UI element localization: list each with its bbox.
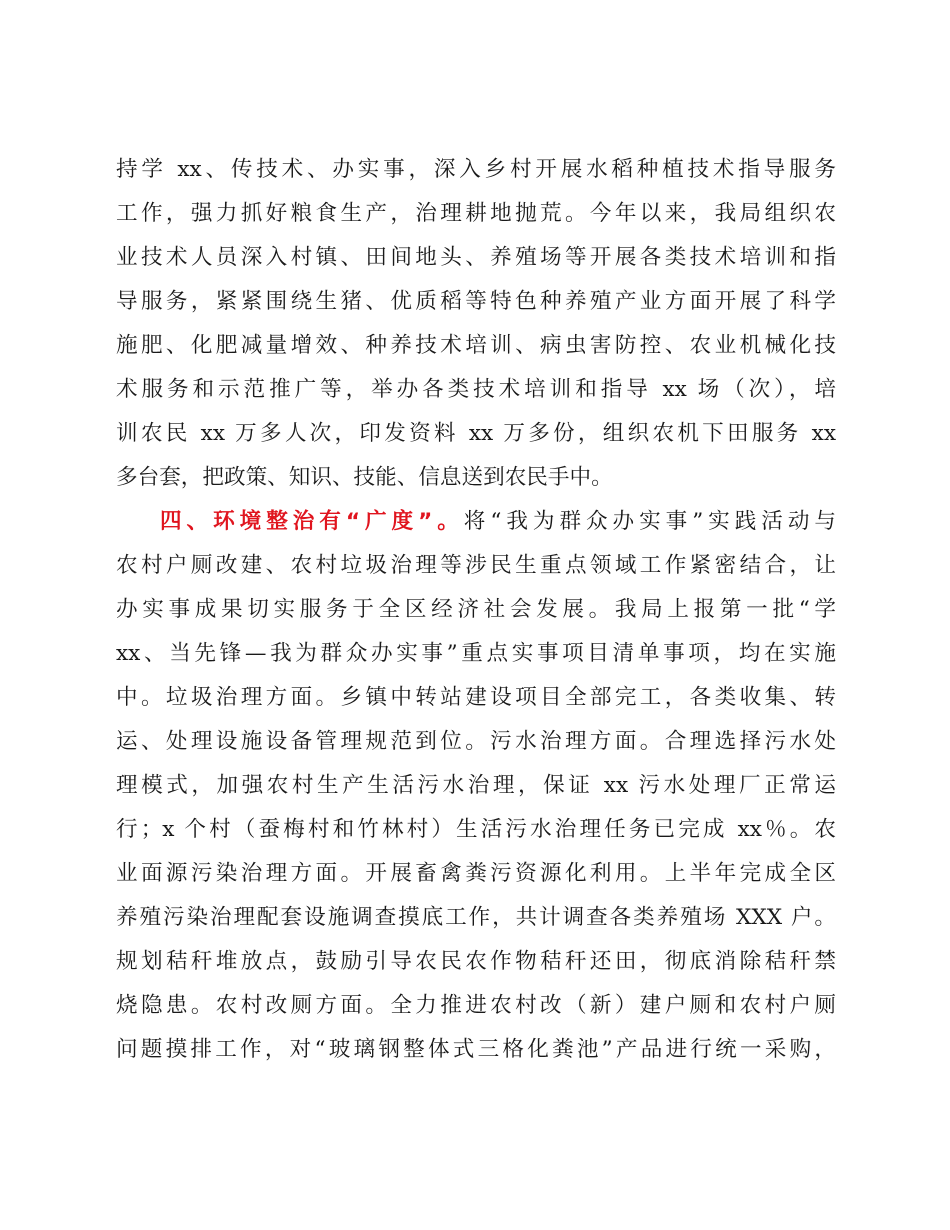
section-heading-line — [160, 504, 836, 540]
paragraph-line: 农村户厕改建、农村垃圾治理等涉民生重点领域工作紧密结合，让 — [116, 553, 836, 578]
paragraph-line: 烧隐患。农村改厕方面。全力推进农村改（新）建户厕和农村户厕 — [116, 993, 836, 1018]
paragraph-line: 运、处理设施设备管理规范到位。污水治理方面。合理选择污水处 — [116, 729, 836, 754]
paragraph-line: xx、当先锋—我为群众办实事”重点实事项目清单事项，均在实施 — [116, 641, 836, 666]
paragraph-line: 导服务，紧紧围绕生猪、优质稻等特色种养殖产业方面开展了科学 — [116, 289, 836, 314]
paragraph-line: 养殖污染治理配套设施调查摸底工作，共计调查各类养殖场 XXX 户。 — [116, 905, 836, 930]
paragraph-line: 业面源污染治理方面。开展畜禽粪污资源化利用。上半年完成全区 — [116, 861, 836, 886]
paragraph-line: 理模式，加强农村生产生活污水治理，保证 xx 污水处理厂正常运 — [116, 773, 836, 798]
paragraph-line: 中。垃圾治理方面。乡镇中转站建设项目全部完工，各类收集、转 — [116, 685, 836, 710]
section-heading: 四、环境整治有“广度”。 — [160, 509, 464, 534]
paragraph-line: 业技术人员深入村镇、田间地头、养殖场等开展各类技术培训和指 — [116, 245, 836, 270]
paragraph-line: 术服务和示范推广等，举办各类技术培训和指导 xx 场（次），培 — [116, 377, 836, 402]
paragraph-line: 办实事成果切实服务于全区经济社会发展。我局上报第一批“学 — [116, 597, 836, 622]
paragraph-line: 持学 xx、传技术、办实事，深入乡村开展水稻种植技术指导服务 — [116, 157, 836, 182]
section-heading-rest: 将“我为群众办实事”实践活动与 — [463, 509, 836, 534]
paragraph-line: 施肥、化肥减量增效、种养技术培训、病虫害防控、农业机械化技 — [116, 333, 836, 358]
paragraph-line: 规划秸秆堆放点，鼓励引导农民农作物秸秆还田，彻底消除秸秆禁 — [116, 949, 836, 974]
paragraph-line: 工作，强力抓好粮食生产，治理耕地抛荒。今年以来，我局组织农 — [116, 201, 836, 226]
paragraph-line: 多台套，把政策、知识、技能、信息送到农民手中。 — [116, 465, 613, 490]
paragraph-line: 问题摸排工作，对“玻璃钢整体式三格化粪池”产品进行统一采购， — [116, 1037, 836, 1062]
paragraph-line: 行；x 个村（蚕梅村和竹林村）生活污水治理任务已完成 xx％。农 — [116, 817, 836, 842]
paragraph-line: 训农民 xx 万多人次，印发资料 xx 万多份，组织农机下田服务 xx — [116, 421, 836, 446]
